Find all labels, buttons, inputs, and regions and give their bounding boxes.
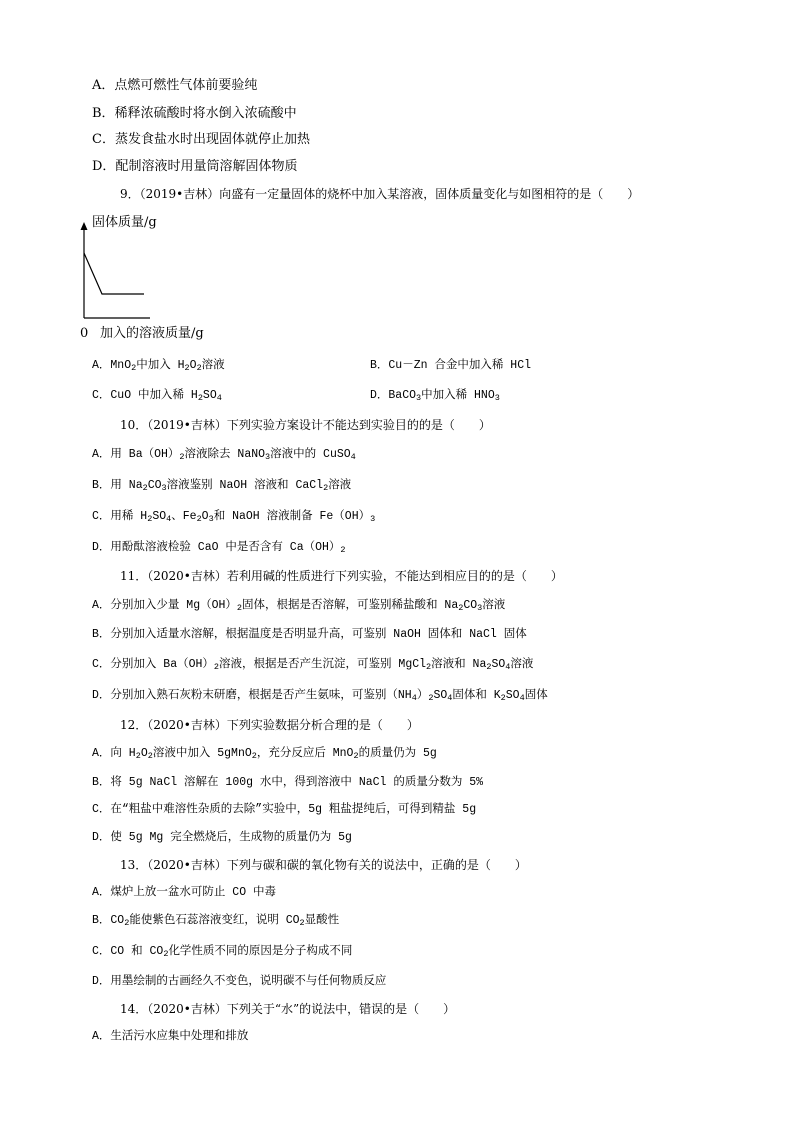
q9-y-axis-label: 固体质量/g (92, 215, 157, 230)
q12-option-b: B．将 5g NaCl 溶解在 100g 水中，得到溶液中 NaCl 的质量分数为 5% (92, 776, 484, 789)
q9-graph (74, 220, 154, 330)
q11-option-d: D．分别加入熟石灰粉末研磨，根据是否产生氨味，可鉴别$(NH_4)_2SO_4$固体和 $K_2SO_4$固体 (92, 689, 548, 703)
q12-option-c: C．在“粗盐中难溶性杂质的去除”实验中，5g 粗盐提纯后，可得到精盐 5g (92, 803, 477, 816)
q8-option-b: B．稀释浓硫酸时将水倒入浓硫酸中 (92, 106, 297, 121)
q13-stem: 13．（2020•吉林）下列与碳和碳的氧化物有关的说法中，正确的是（ ） (120, 858, 527, 872)
q13-option-d: D．用墨绘制的古画经久不变色，说明碳不与任何物质反应 (92, 975, 387, 988)
q12-stem: 12．（2020•吉林）下列实验数据分析合理的是（ ） (120, 718, 419, 732)
q8-option-c: C．蒸发食盐水时出现固体就停止加热 (92, 132, 310, 147)
q9-stem: 9．（2019•吉林）向盛有一定量固体的烧杯中加入某溶液，固体质量变化与如图相符的是（ ） (120, 187, 640, 201)
q9-option-c: C．CuO 中加入稀 $H_2SO_4$ (92, 389, 222, 403)
y-axis-arrow (81, 222, 88, 230)
q10-stem: 10．（2019•吉林）下列实验方案设计不能达到实验目的的是（ ） (120, 418, 491, 432)
q9-origin-label: 0 (80, 326, 89, 341)
q13-option-b: B．$CO_2$能使紫色石蕊溶液变红，说明 $CO_2$显酸性 (92, 914, 340, 928)
q11-option-a: A．分别加入少量 $Mg(OH)_2$固体，根据是否溶解，可鉴别稀盐酸和 $Na_2CO_3$溶液 (92, 599, 506, 613)
q9-option-a: A．MnO$_2$中加入 $H_2O_2$溶液 (92, 359, 225, 373)
q11-stem: 11．（2020•吉林）若利用碱的性质进行下列实验，不能达到相应目的的是（ ） (120, 569, 563, 583)
q14-stem: 14．（2020•吉林）下列关于“水”的说法中，错误的是（ ） (120, 1002, 456, 1016)
q11-option-b: B．分别加入适量水溶解，根据温度是否明显升高，可鉴别 NaOH 固体和 NaCl 固体 (92, 628, 527, 641)
q9-option-d: D．BaCO$_3$中加入稀 $HNO_3$ (370, 389, 500, 403)
mass-curve (84, 253, 144, 294)
q8-option-d: D．配制溶液时用量筒溶解固体物质 (92, 159, 298, 174)
q12-option-a: A．向 $H_2O_2$溶液中加入 5gMnO$_2$，充分反应后 MnO$_2$的质量仍为 5g (92, 747, 437, 761)
q11-option-c: C．分别加入 $Ba(OH)_2$溶液，根据是否产生沉淀，可鉴别 MgCl$_2$溶液和 $Na_2SO_4$溶液 (92, 658, 534, 672)
q13-option-a: A．煤炉上放一盆水可防止 CO 中毒 (92, 886, 277, 899)
q10-option-b: B．用 $Na_2CO_3$溶液鉴别 NaOH 溶液和 CaCl$_2$溶液 (92, 479, 352, 493)
q13-option-c: C．CO 和 $CO_2$化学性质不同的原因是分子构成不同 (92, 945, 353, 959)
q10-option-c: C．用稀 $H_2SO_4$、$Fe_2O_3$和 NaOH 溶液制备 $Fe(OH)_3$ (92, 510, 376, 524)
q10-option-d: D．用酚酞溶液检验 CaO 中是否含有 $Ca(OH)_2$ (92, 541, 346, 555)
q9-option-b: B．Cu－Zn 合金中加入稀 HCl (370, 359, 532, 372)
q8-option-a: A．点燃可燃性气体前要验纯 (92, 78, 258, 93)
q14-option-a: A．生活污水应集中处理和排放 (92, 1030, 249, 1043)
q12-option-d: D．使 5g Mg 完全燃烧后，生成物的质量仍为 5g (92, 831, 352, 844)
q9-x-axis-label: 加入的溶液质量/g (100, 326, 204, 341)
q10-option-a: A．用 $Ba(OH)_2$溶液除去 NaNO$_3$溶液中的 CuSO$_4$ (92, 448, 356, 462)
